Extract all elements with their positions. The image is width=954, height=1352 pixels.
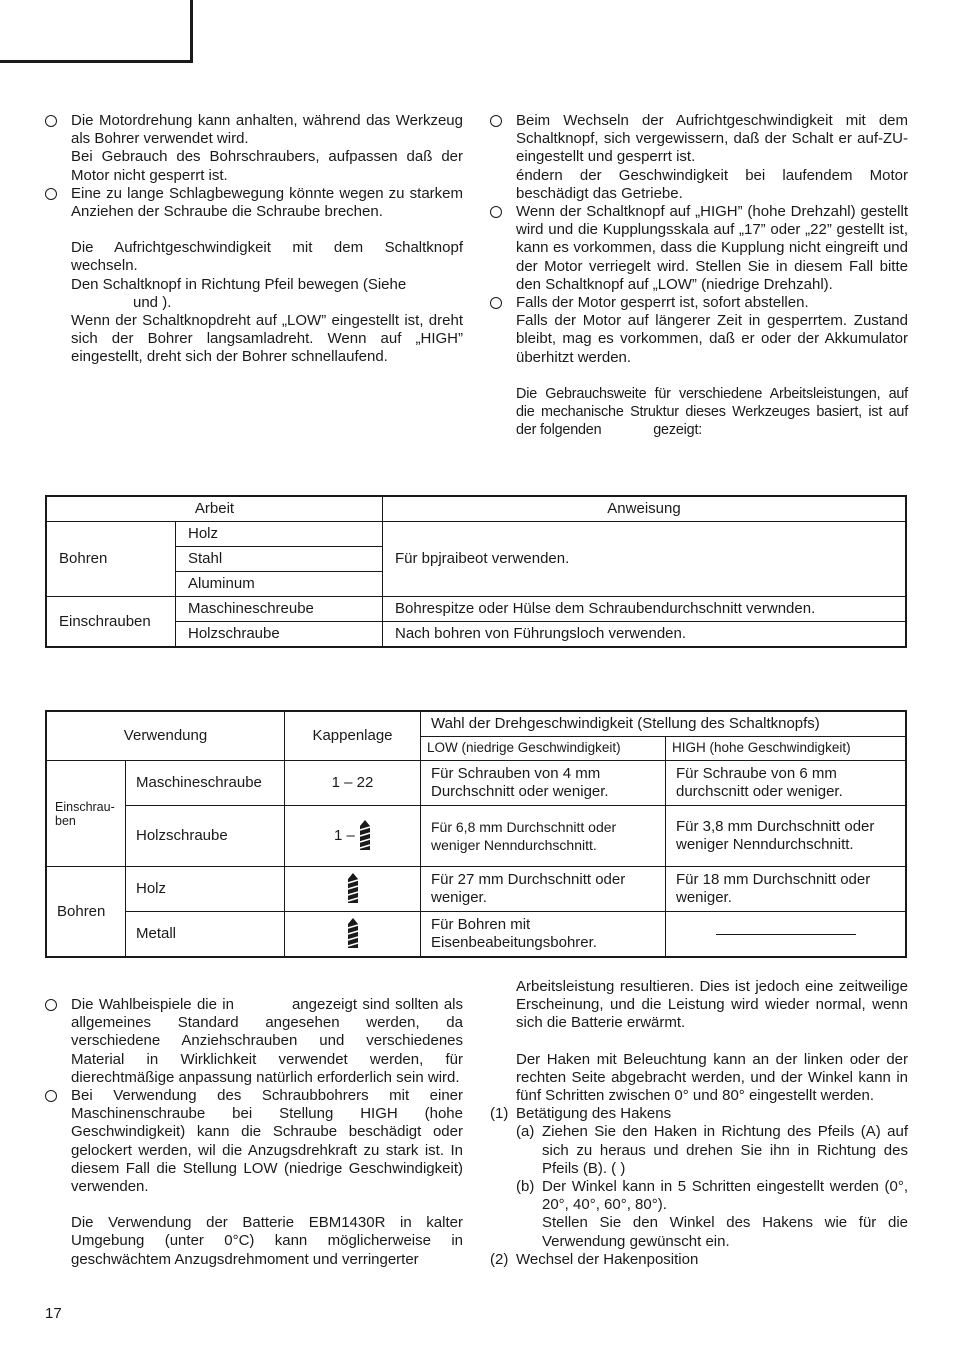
cell-holzschraube-high: Für 3,8 mm Durchschnitt oder weniger Nenndurchschnitt. — [666, 806, 907, 867]
header-anweisung: Anweisung — [383, 496, 907, 522]
cell-holzschraube: Holzschraube — [126, 806, 285, 867]
bullet-circle-icon — [490, 115, 502, 127]
cell-aluminum: Aluminum — [176, 572, 383, 597]
bullet-circle-icon — [45, 999, 57, 1011]
usage-range-text: Die Gebrauchsweite für verschiedene Arbeitsleistungen, auf die mechanische Struktur dieses Werkzeuges basiert, ist auf der folgenden gezeigt: — [516, 385, 908, 438]
cell-maschineschraube: Maschineschraube — [126, 761, 285, 806]
header-kappenlage: Kappenlage — [285, 711, 421, 761]
drill-mark-icon — [347, 918, 359, 950]
cell-bohren-anweisung: Für bpjraibeot verwenden. — [383, 522, 907, 597]
holzschraube-kappe-text: 1 – — [333, 826, 355, 844]
cell-metall-high — [666, 912, 907, 958]
bullet-motor-locked-cont: Falls der Motor auf längerer Zeit in gesperrtem. Zustand bleibt, mag es vorkommen, daß er oder der Akkumulator überhitzt werden. — [516, 312, 908, 366]
bullet-circle-icon — [490, 206, 502, 218]
bullet-switch-lock: Beim Wechseln der Aufrichtgeschwindigkeit mit dem Schaltknopf, sich vergewissern, daß der Schalt er auf-ZU-eingestellt und gesperrt ist. — [490, 112, 908, 167]
work-instruction-table — [45, 495, 907, 648]
cell-maschineschreube-anweisung: Bohrespitze oder Hülse dem Schraubendurchschnitt verwnden. — [383, 597, 907, 622]
cell-bohren: Bohren — [46, 522, 176, 597]
cell-holzschraube: Holzschraube — [176, 622, 383, 648]
bullet-circle-icon — [45, 1090, 57, 1102]
bullet-motor-locked: Falls der Motor gesperrt ist, sofort abstellen. — [490, 294, 908, 312]
not-applicable-line — [716, 934, 856, 935]
list-item-1a: (a) Ziehen Sie den Haken in Richtung des Pfeils (A) auf sich zu heraus und drehen Sie ihn in Richtung des Pfeils (B). ( ) — [516, 1123, 908, 1177]
bullet-circle-icon — [490, 297, 502, 309]
cell-holz-low: Für 27 mm Durchschnitt oder weniger. — [421, 867, 666, 912]
bullet-machine-screw-high: Bei Verwendung des Schraubbohrers mit einer Maschinenschraube bei Stellung HIGH (hohe Geschwindigkeit) kann die Schraube beschädigt oder gelockert werden, wil die Anzugsdrehkraft zu stark ist. In diesem Fall die Stellung LOW (niedrige Geschwindigkeit) verwenden. — [45, 1087, 463, 1196]
speed-selection-table — [45, 710, 907, 958]
right-column-bottom — [490, 978, 908, 1269]
cell-holzschraube-kappe — [285, 806, 421, 867]
page-number: 17 — [45, 1305, 62, 1322]
low-high-explanation: Wenn der Schaltknopdreht auf „LOW” eingestellt ist, dreht sich der Bohrer langsamladreht. Wenn auf „HIGH” eingestellt, dreht sich der Bohrer schnellaufend. — [71, 312, 463, 366]
cell-metall: Metall — [126, 912, 285, 958]
cell-einschrauben: Einschrauben — [46, 597, 176, 648]
bullet-circle-icon — [45, 115, 57, 127]
right-column-top — [490, 112, 908, 439]
bullet-switch-lock-cont: éndern der Geschwindigkeit bei laufendem Motor beschädigt das Getriebe. — [516, 166, 908, 202]
speed-knob-direction: Den Schaltknopf in Richtung Pfeil bewegen (Siehe und ). — [71, 275, 407, 311]
bullet-motor-stop: Die Motordrehung kann anhalten, während das Werkzeug als Bohrer verwendet wird. — [45, 112, 463, 148]
cell-maschineschraube-kappe: 1 – 22 — [285, 761, 421, 806]
speed-change-text: Die Aufrichtgeschwindigkeit mit dem Schaltknopf wechseln. — [71, 239, 463, 275]
cell-maschineschraube-low: Für Schrauben von 4 mm Durchschnitt oder weniger. — [421, 761, 666, 806]
bullet-high-clutch: Wenn der Schaltknopf auf „HIGH” (hohe Drehzahl) gestellt wird und die Kupplungsskala auf „17” oder „22” gestellt ist, kann es vorkommen, dass die Kupplung nicht eingreift und der Motor verriegelt wird. Stellen Sie in diesem Fall bitte den Schaltknopf auf „LOW” (niedrige Drehzahl). — [490, 203, 908, 294]
cell-holz-kappe — [285, 867, 421, 912]
cell-maschineschreube: Maschineschreube — [176, 597, 383, 622]
bullet-motor-stop-cont: Bei Gebrauch des Bohrschraubers, aufpassen daß der Motor nicht gesperrt ist. — [71, 148, 463, 184]
bullet-circle-icon — [45, 188, 57, 200]
bullet-selection-examples: Die Wahlbeispiele die in angezeigt sind sollten als allgemeines Standard angesehen werden, da verschiedene Anziehschrauben und verschiedenes Material in Wirklichkeit verwendet werden, für dierechtmäßige anpassung natürlich erforderlich sein wird. — [45, 996, 463, 1087]
list-item-1: (1) Betätigung des Hakens — [490, 1105, 672, 1123]
cell-maschineschraube-high: Für Schraube von 6 mm durchscnitt oder weniger. — [666, 761, 907, 806]
chapter-tab-frame — [0, 0, 193, 63]
list-item-1b: (b) Der Winkel kann in 5 Schritten eingestellt werden (0°, 20°, 40°, 60°, 80°). — [516, 1178, 908, 1214]
header-low: LOW (niedrige Geschwindigkeit) — [421, 736, 666, 760]
cell-holz: Holz — [126, 867, 285, 912]
header-verwendung: Verwendung — [46, 711, 285, 761]
list-item-1b-cont: Stellen Sie den Winkel des Hakens wie für die Verwendung gewünscht ein. — [542, 1214, 908, 1250]
cell-stahl: Stahl — [176, 547, 383, 572]
bullet-impact: Eine zu lange Schlagbewegung könnte wegen zu starkem Anziehen der Schraube die Schraube brechen. — [45, 185, 463, 221]
battery-cold-text: Die Verwendung der Batterie EBM1430R in kalter Umgebung (unter 0°C) kann möglicherweise in geschwächtem Anzugsdrehmoment und verringerter — [71, 1214, 463, 1268]
header-arbeit: Arbeit — [46, 496, 383, 522]
cell-bohren: Bohren — [46, 867, 126, 958]
battery-cold-cont: Arbeitsleistung resultieren. Dies ist jedoch eine zeitweilige Erscheinung, und die Leistung wird wieder normal, wenn sich die Batterie erwärmt. — [516, 978, 908, 1032]
hook-intro: Der Haken mit Beleuchtung kann an der linken oder der rechten Seite abgebracht werden, und der Winkel kann in fünf Schritten zwischen 0° und 80° eingestellt werden. — [516, 1050, 908, 1105]
cell-einschrauben: Einschrau-ben — [46, 761, 126, 867]
left-column-bottom — [45, 996, 463, 1269]
drill-mark-icon — [359, 820, 371, 852]
list-item-2: (2) Wechsel der Hakenposition — [490, 1250, 699, 1268]
cell-holzschraube-anweisung: Nach bohren von Führungsloch verwenden. — [383, 622, 907, 648]
header-high: HIGH (hohe Geschwindigkeit) — [666, 736, 907, 760]
drill-mark-icon — [347, 873, 359, 905]
cell-holz-high: Für 18 mm Durchschnitt oder weniger. — [666, 867, 907, 912]
header-wahl: Wahl der Drehgeschwindigkeit (Stellung des Schaltknopfs) — [421, 711, 907, 736]
cell-holz: Holz — [176, 522, 383, 547]
cell-holzschraube-low: Für 6,8 mm Durchschnitt oder weniger Nenndurchschnitt. — [421, 806, 666, 867]
cell-metall-kappe — [285, 912, 421, 958]
left-column-top — [45, 112, 463, 367]
cell-metall-low: Für Bohren mit Eisenbeabeitungsbohrer. — [421, 912, 666, 958]
